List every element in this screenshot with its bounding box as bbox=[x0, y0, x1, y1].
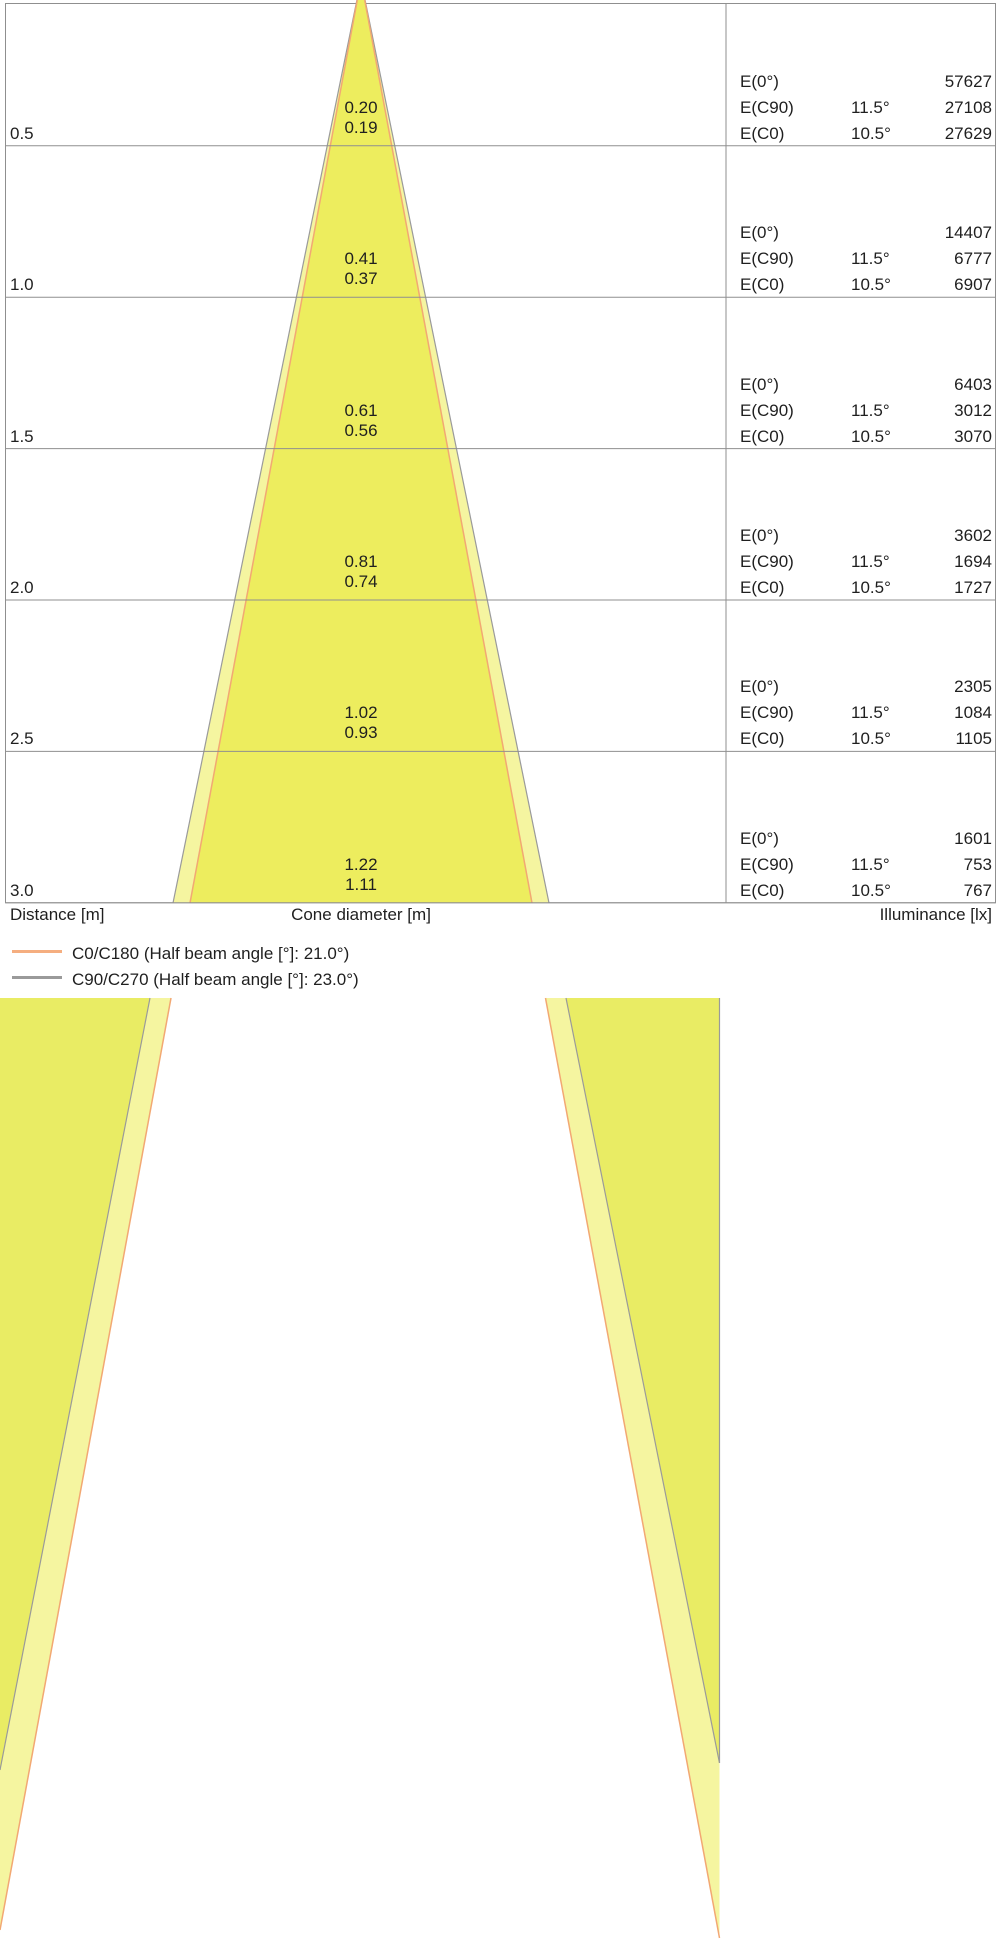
e0-value: 1601 bbox=[954, 828, 992, 848]
e0-value: 57627 bbox=[944, 71, 992, 91]
cone-diameter-c0-value: 0.93 bbox=[344, 723, 378, 743]
cone-diameter-c90-value: 1.02 bbox=[344, 703, 378, 723]
e0-value: 6403 bbox=[954, 374, 992, 394]
ec90-label: E(C90) bbox=[740, 97, 794, 117]
e0-value: 2305 bbox=[954, 677, 992, 697]
ec0-angle: 10.5° bbox=[851, 880, 891, 900]
ec90-value: 1084 bbox=[954, 703, 992, 723]
cone-diameter-c0-value: 0.56 bbox=[344, 420, 378, 440]
ec0-label: E(C0) bbox=[740, 578, 785, 597]
ec0-label: E(C0) bbox=[740, 880, 785, 900]
cone-diameter-c90-value: 0.41 bbox=[344, 249, 378, 269]
ec90-value: 27108 bbox=[944, 97, 992, 117]
legend-c0-label: C0/C180 (Half beam angle [°]: 21.0°) bbox=[72, 944, 350, 963]
ec90-value: 753 bbox=[963, 854, 992, 874]
ec90-label: E(C90) bbox=[740, 552, 794, 571]
ec0-angle: 10.5° bbox=[851, 578, 891, 597]
e0-label: E(0°) bbox=[740, 71, 779, 91]
distance-label: 2.5 bbox=[10, 729, 34, 749]
ec0-value: 767 bbox=[963, 880, 992, 900]
ec0-label: E(C0) bbox=[740, 123, 785, 143]
ec90-label: E(C90) bbox=[740, 854, 794, 874]
cone-diameter-c90-value: 0.81 bbox=[344, 552, 378, 571]
cone-diameter-c0-value: 0.19 bbox=[344, 117, 378, 137]
legend-c0-line-swatch bbox=[12, 950, 62, 953]
distance-label: 2.0 bbox=[10, 578, 34, 597]
ec0-angle: 10.5° bbox=[851, 729, 891, 749]
ec90-angle: 11.5° bbox=[851, 552, 890, 571]
cone-diameter-c90-value: 0.20 bbox=[344, 97, 378, 117]
ec0-label: E(C0) bbox=[740, 729, 785, 749]
ec0-value: 27629 bbox=[944, 123, 992, 143]
ec90-value: 3012 bbox=[954, 400, 992, 420]
cone-diameter-c90-value: 1.22 bbox=[344, 854, 378, 874]
ec90-angle: 11.5° bbox=[851, 400, 890, 420]
e0-label: E(0°) bbox=[740, 828, 779, 848]
ec90-angle: 11.5° bbox=[851, 703, 890, 723]
ec90-label: E(C90) bbox=[740, 703, 794, 723]
cone-diameter-c0-value: 0.37 bbox=[344, 269, 378, 289]
ec0-angle: 10.5° bbox=[851, 275, 891, 295]
ec90-angle: 11.5° bbox=[851, 249, 890, 269]
e0-label: E(0°) bbox=[740, 374, 779, 394]
e0-label: E(0°) bbox=[740, 677, 779, 697]
ec90-label: E(C90) bbox=[740, 400, 794, 420]
ec0-value: 6907 bbox=[954, 275, 992, 295]
ec90-angle: 11.5° bbox=[851, 97, 890, 117]
e0-label: E(0°) bbox=[740, 223, 779, 243]
legend-c90-line-swatch bbox=[12, 976, 62, 979]
ec0-value: 1105 bbox=[955, 729, 992, 749]
distance-label: 1.0 bbox=[10, 275, 34, 295]
ec0-value: 1727 bbox=[954, 578, 992, 597]
ec90-value: 1694 bbox=[954, 552, 992, 571]
distance-axis-label: Distance [m] bbox=[10, 905, 105, 924]
cone-diameter-c0-value: 0.74 bbox=[344, 572, 378, 591]
ec0-angle: 10.5° bbox=[851, 426, 891, 446]
cone-diameter-c90-value: 0.61 bbox=[344, 400, 378, 420]
distance-label: 3.0 bbox=[10, 880, 34, 900]
ec90-label: E(C90) bbox=[740, 249, 794, 269]
cone-diameter-axis-label: Cone diameter [m] bbox=[291, 905, 431, 924]
ec0-angle: 10.5° bbox=[851, 123, 891, 143]
illuminance-axis-label: Illuminance [lx] bbox=[879, 905, 992, 924]
e0-value: 3602 bbox=[954, 526, 992, 545]
ec0-value: 3070 bbox=[954, 426, 992, 446]
cone-diameter-c0-value: 1.11 bbox=[345, 874, 377, 894]
ec0-label: E(C0) bbox=[740, 426, 785, 446]
legend-c90-label: C90/C270 (Half beam angle [°]: 23.0°) bbox=[72, 969, 359, 989]
distance-label: 1.5 bbox=[10, 426, 34, 446]
ec90-value: 6777 bbox=[954, 249, 992, 269]
e0-label: E(0°) bbox=[740, 526, 779, 545]
distance-label: 0.5 bbox=[10, 123, 34, 143]
e0-value: 14407 bbox=[944, 223, 992, 243]
ec90-angle: 11.5° bbox=[851, 854, 890, 874]
ec0-label: E(C0) bbox=[740, 275, 785, 295]
